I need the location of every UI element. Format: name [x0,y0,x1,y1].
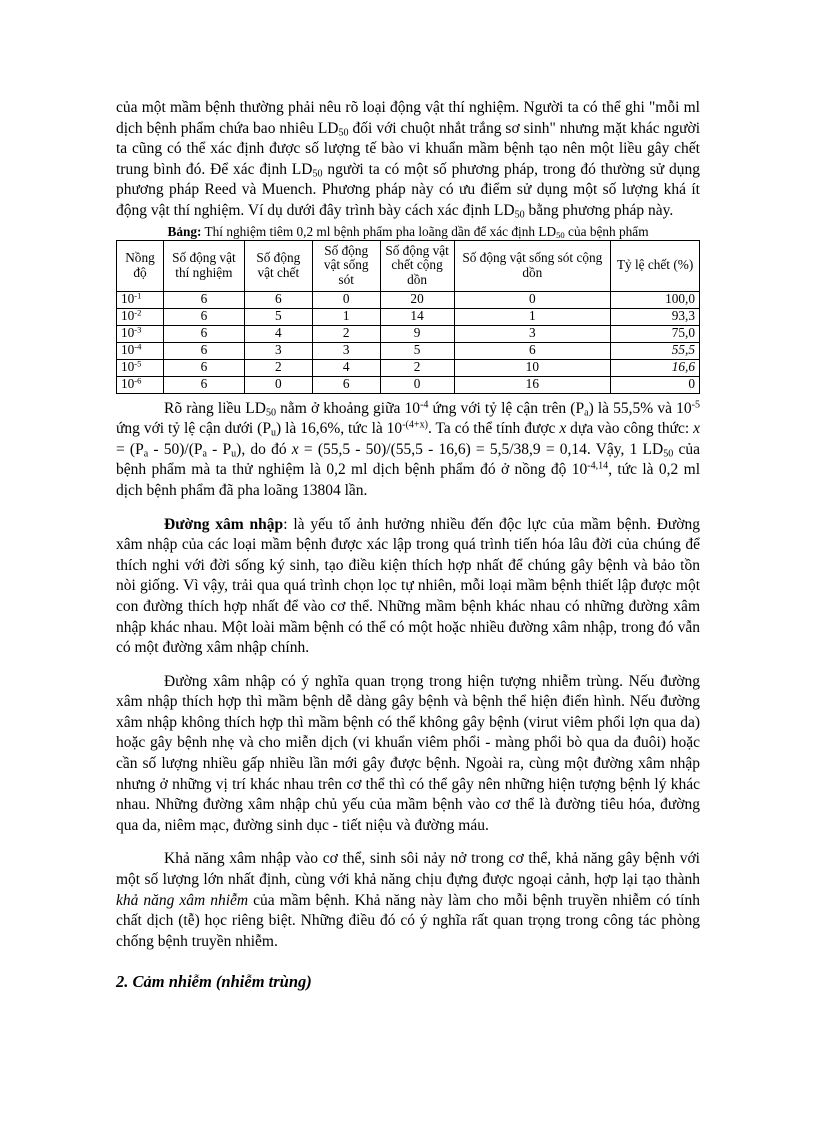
intro-paragraph: của một mầm bệnh thường phải nêu rõ loại động vật thí nghiệm. Người ta có thể ghi "mỗi ml dịch bệnh phẩm chứa bao nhiêu $LD_{50}$ đối với chuột nhắt trắng sơ sinh" nhưng mặt khác người ta cũng có thể xác định được số lượng tế bào vi khuẩn mầm bệnh tạo nên một liều gây chết trung bình đó. Để xác định $LD_{50}$ người ta có một số phương pháp, trong đó thường sử dụng phương pháp Reed và Muench. Phương pháp này có ưu điểm sử dụng một số lượng khá ít động vật thí nghiệm. Ví dụ dưới đây trình bày cách xác định $LD_{50}$ bằng phương pháp này. [116,99,701,221]
header-animals-dead: Số động vật chết [244,240,312,291]
cell-alive: 3 [312,342,380,359]
cell-cumulative-alive: 10 [454,359,611,376]
table-row [117,308,700,325]
cell-rate: 16,6 [611,359,700,376]
cell-concentration: $10^{-5}$ [117,359,164,376]
cell-concentration: $10^{-1}$ [117,291,164,308]
cell-cumulative-alive: 1 [454,308,611,325]
table-row [117,359,700,376]
document-page [116,98,700,992]
cell-rate: 93,3 [611,308,700,325]
cell-concentration: $10^{-6}$ [117,376,164,393]
header-concentration: Nồng độ [117,240,164,291]
cell-dead: 0 [244,376,312,393]
cell-alive: 6 [312,376,380,393]
cell-alive: 4 [312,359,380,376]
cell-alive: 0 [312,291,380,308]
cell-concentration: $10^{-4}$ [117,342,164,359]
header-cumulative-alive: Số động vật sống sót cộng dồn [454,240,611,291]
cell-cumulative-dead: 9 [380,325,454,342]
cell-tested: 6 [163,376,244,393]
infection-route-paragraph-2: Đường xâm nhập có ý nghĩa quan trọng trong hiện tượng nhiễm trùng. Nếu đường xâm nhập thích hợp thì mầm bệnh dễ dàng gây bệnh và bệnh thể hiện điển hình. Nếu đường xâm nhập không thích hợp thì mầm bệnh có thể không gây bệnh (virut viêm phổi lợn qua da) hoặc gây bệnh nhẹ và cho miễn dịch (vi khuẩn viêm phổi - màng phổi bò qua da đuôi) hoặc cần số lượng nhiều gấp nhiều lần mới gây được bệnh. Ngoài ra, cùng một đường xâm nhập nhưng ở những vị trí khác nhau trên cơ thể thì có thể gây nên những hiện tượng bệnh lý khác nhau. Những đường xâm nhập chủ yếu của mầm bệnh vào cơ thể là đường tiêu hóa, đường qua da, niêm mạc, đường sinh dục - tiết niệu và đường máu. [116,672,700,834]
calculation-paragraph: Rõ ràng liều $LD_{50}$ nằm ở khoảng giữa $10^{-4}$ ứng với tỷ lệ cận trên $(P_a)$ là 55,5% và $10^{-5}$ ứng với tỷ lệ cận dưới $(P_u)$ là 16,6%, tức là $10^{-(4+x)}$. Ta có thể tính được x dựa vào công thức: $x = (P_a - 50)/(P_a - P_u)$, do đó x = (55,5 - 50)/(55,5 - 16,6) = 5,5/38,9 = 0,14. Vậy, 1 $LD_{50}$ của bệnh phẩm mà ta thử nghiệm là 0,2 ml dịch bệnh phẩm đó ở nồng độ $10^{-4,14}$, tức là 0,2 ml dịch bệnh phẩm đã pha loãng 13804 lần. [116,399,700,499]
cell-cumulative-alive: 16 [454,376,611,393]
cell-cumulative-alive: 0 [454,291,611,308]
table-row [117,376,700,393]
cell-alive: 2 [312,325,380,342]
cell-cumulative-dead: 0 [380,376,454,393]
header-animals-alive: Số động vật sống sót [312,240,380,291]
cell-concentration: $10^{-3}$ [117,325,164,342]
cell-dead: 5 [244,308,312,325]
cell-rate: 0 [611,376,700,393]
cell-cumulative-alive: 3 [454,325,611,342]
section-heading: 2. Cảm nhiễm (nhiễm trùng) [116,972,312,992]
cell-tested: 6 [163,291,244,308]
cell-tested: 6 [163,342,244,359]
cell-cumulative-dead: 5 [380,342,454,359]
cell-alive: 1 [312,308,380,325]
header-animals-tested: Số động vật thí nghiệm [163,240,244,291]
table-caption: Bảng: Thí nghiệm tiêm 0,2 ml bệnh phẩm pha loãng dần để xác định $LD_{50}$ của bệnh phẩm [167,223,649,240]
cell-rate: 100,0 [611,291,700,308]
table-row [117,325,700,342]
cell-cumulative-dead: 20 [380,291,454,308]
infection-route-paragraph-1: Đường xâm nhập: là yếu tố ảnh hưởng nhiều đến độc lực của mầm bệnh. Đường xâm nhập của các loại mầm bệnh được xác lập trong quá trình tiến hóa lâu đời của chúng để thích nghi với đời sống ký sinh, tạo điều kiện thích hợp nhất để chúng gây bệnh và bảo tồn nòi giống. Vì vậy, trải qua quá trình chọn lọc tự nhiên, mỗi loại mầm bệnh thiết lập được một con đường thích hợp nhất để vào cơ thể. Những mầm bệnh khác nhau có những đường xâm nhập khác nhau. Một loài mầm bệnh có thể có một hoặc nhiều đường xâm nhập, trong đó vẫn có một đường xâm nhập chính. [116,515,700,657]
table-row [117,291,700,308]
cell-concentration: $10^{-2}$ [117,308,164,325]
header-cumulative-dead: Số động vật chết cộng dồn [380,240,454,291]
header-mortality-rate: Tỷ lệ chết (%) [611,240,700,291]
cell-tested: 6 [163,308,244,325]
cell-tested: 6 [163,325,244,342]
table-row [117,342,700,359]
cell-rate: 75,0 [611,325,700,342]
cell-cumulative-dead: 2 [380,359,454,376]
cell-dead: 2 [244,359,312,376]
table-header-row [117,240,700,291]
cell-dead: 3 [244,342,312,359]
cell-cumulative-alive: 6 [454,342,611,359]
cell-dead: 4 [244,325,312,342]
ld50-table [116,240,700,394]
cell-dead: 6 [244,291,312,308]
infection-route-paragraph-3: Khả năng xâm nhập vào cơ thể, sinh sôi nảy nở trong cơ thể, khả năng gây bệnh với một số lượng lớn nhất định, cùng với khả năng chịu đựng được ngoại cảnh, hợp lại tạo thành khả năng xâm nhiễm của mầm bệnh. Khả năng này làm cho mỗi bệnh truyền nhiễm có tính chất dịch (tễ) học riêng biệt. Những điều đó có ý nghĩa rất quan trọng trong công tác phòng chống bệnh truyền nhiễm. [116,850,700,950]
cell-cumulative-dead: 14 [380,308,454,325]
cell-tested: 6 [163,359,244,376]
cell-rate: 55,5 [611,342,700,359]
